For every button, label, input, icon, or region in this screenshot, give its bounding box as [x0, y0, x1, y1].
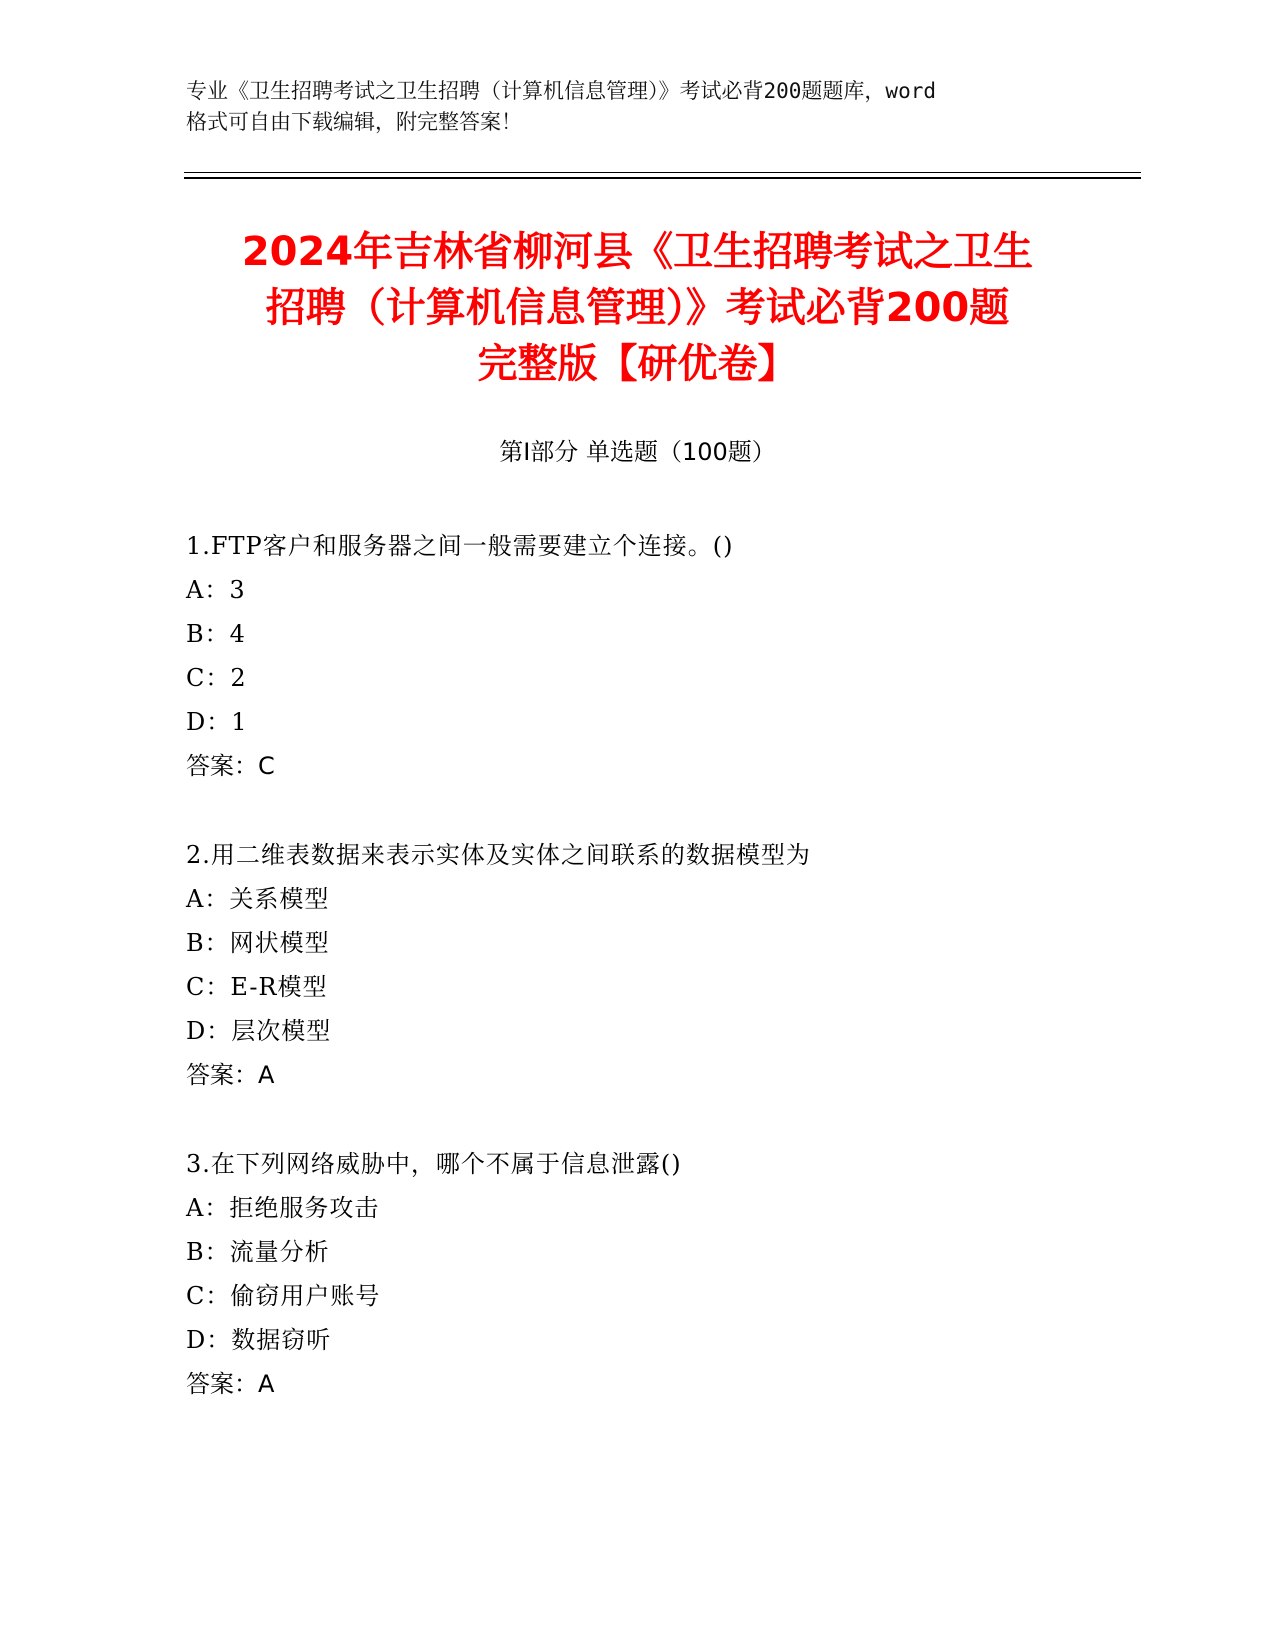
question-option: C：2: [186, 664, 247, 692]
question-option: B：网状模型: [186, 929, 330, 957]
question-text: 2.用二维表数据来表示实体及实体之间联系的数据模型为: [186, 841, 811, 869]
document-title-line: 招聘（计算机信息管理）》考试必背200题: [265, 285, 1010, 331]
document-title-line: 完整版【研优卷】: [477, 341, 798, 387]
question-option: C：E-R模型: [186, 973, 328, 1001]
question-text: 1.FTP客户和服务器之间一般需要建立个连接。(): [186, 532, 734, 560]
question-item: [186, 524, 1146, 788]
question-option: B：流量分析: [186, 1238, 330, 1266]
question-option: A：3: [186, 576, 246, 604]
header-note-line: 格式可自由下载编辑，附完整答案！: [186, 110, 522, 134]
header-note: [186, 76, 1106, 138]
question-option: D：层次模型: [186, 1017, 332, 1045]
question-item: [186, 1142, 1146, 1406]
section-heading: 第Ⅰ部分 单选题（100题）: [499, 438, 776, 466]
question-text: 3.在下列网络威胁中，哪个不属于信息泄露(): [186, 1150, 682, 1178]
header-rule-bottom: [184, 177, 1141, 179]
question-option: A：拒绝服务攻击: [186, 1194, 380, 1222]
question-answer: 答案：A: [186, 1061, 275, 1089]
question-item: [186, 833, 1146, 1097]
document-title: [140, 224, 1135, 392]
header-rule-top: [184, 172, 1141, 173]
header-note-line: 专业《卫生招聘考试之卫生招聘（计算机信息管理）》考试必背200题题库，word: [186, 79, 936, 103]
question-option: A：关系模型: [186, 885, 330, 913]
question-answer: 答案：A: [186, 1370, 275, 1398]
question-option: D：数据窃听: [186, 1326, 332, 1354]
question-option: C：偷窃用户账号: [186, 1282, 381, 1310]
document-title-line: 2024年吉林省柳河县《卫生招聘考试之卫生: [241, 229, 1034, 275]
question-option: B：4: [186, 620, 246, 648]
question-option: D：1: [186, 708, 248, 736]
question-answer: 答案：C: [186, 752, 275, 780]
